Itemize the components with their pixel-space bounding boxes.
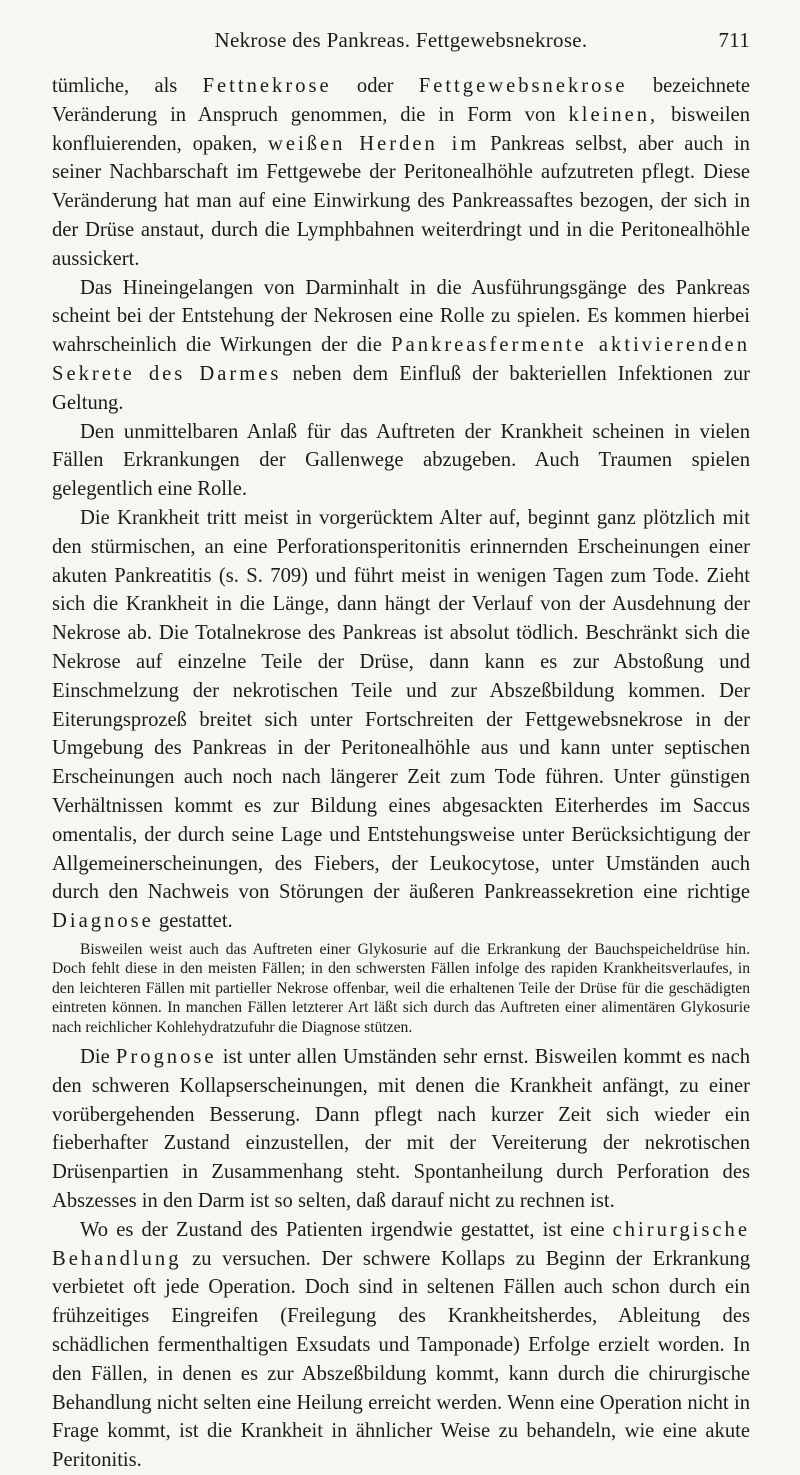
page-number: 711 — [718, 28, 750, 52]
small-print-note — [52, 940, 750, 1037]
paragraph-fettnekrose — [52, 72, 750, 274]
paragraph-prognose — [52, 1043, 750, 1216]
paragraph-verlauf — [52, 504, 750, 936]
spaced-term: Prognose — [115, 1045, 217, 1068]
text-run: Pankreas selbst, aber auch in seiner Nachbarschaft im Fettgewebe der Peritonealhöhle aufzutreten pflegt. Diese Veränderung hat man auf eine Einwirkung des Pankreassaftes bezogen, der sich in der Drüse anstaut, durch die Lymphbahnen weiterdringt und in die Peritonealhöhle aussickert. — [52, 132, 750, 270]
text-run: zu versuchen. Der schwere Kollaps zu Beginn der Erkrankung verbietet oft jede Operation. Doch sind in seltenen Fällen auch schon durch ein frühzeitiges Eingreifen (Freilegung des Krankheitsherdes, Ableitung des schädlichen fermenthaltigen Exsudats und Tamponade) Erfolge erzielt worden. In den Fällen, in denen es zur Abszeßbildung kommt, kann durch die chirurgische Behandlung nicht selten eine Heilung erreicht werden. Wenn eine Operation nicht in Frage kommt, ist die Krankheit in ähnlicher Weise zu behandeln, wie eine akute Peritonitis. — [52, 1247, 750, 1472]
spaced-term: kleinen, — [568, 103, 659, 126]
spaced-term: chirurgische Behandlung — [52, 1218, 750, 1270]
text-run: ist unter allen Umständen sehr ernst. Bisweilen kommt es nach den schweren Kollapserscheinungen, mit denen die Krankheit anfängt, zu einer vorübergehenden Besserung. Dann pflegt nach kurzer Zeit sich wieder ein fieberhafter Zustand einzustellen, der mit der Vereiterung der nekrotischen Drüsenpartien in Zusammenhang steht. Spontanheilung durch Perforation des Abszesses in den Darm ist so selten, daß darauf nicht zu rechnen ist. — [52, 1045, 751, 1212]
text-run: Die — [80, 1045, 116, 1068]
text-run: gestattet. — [153, 910, 233, 933]
paragraph-anlass: Den unmittelbaren Anlaß für das Auftreten der Krankheit scheinen in vielen Fällen Erkrankungen der Gallenwege abzugeben. Auch Traumen spielen gelegentlich eine Rolle. — [52, 420, 750, 501]
paragraph-glykosurie: Bisweilen weist auch das Auftreten einer Glykosurie auf die Erkrankung der Bauchspeicheldrüse hin. Doch fehlt diese in den meisten Fällen; in den schwersten Fällen infolge des rapiden Krankheitsverlaufes, in den leichteren Fällen mit partieller Nekrose offenbar, weil die erhaltenen Teile der Drüse für die geschädigten eintreten können. In manchen Fällen letzterer Art läßt sich durch das Auftreten einer alimentären Glykosurie nach reichlicher Kohlehydratzufuhr die Diagnose stützen. — [52, 940, 750, 1036]
paragraph-behandlung — [52, 1216, 750, 1475]
main-text — [52, 72, 750, 936]
page-header — [52, 0, 750, 72]
text-run: Das Hineingelangen von Darminhalt in die Ausführungsgänge des Pankreas scheint bei der Entstehung der Nekrosen eine Rolle zu spielen. Es kommen hierbei wahrscheinlich die Wirkungen der die — [52, 276, 750, 357]
spaced-term: weißen Herden im — [267, 132, 480, 155]
text-run: Wo es der Zustand des Patienten irgendwie gestattet, ist eine — [80, 1218, 613, 1241]
main-text-continued — [52, 1043, 750, 1475]
spaced-term: Diagnose — [52, 910, 154, 933]
text-run: neben dem Einfluß der bakteriellen Infektionen zur Geltung. — [52, 362, 750, 414]
text-run: Die Krankheit tritt meist in vorgerücktem Alter auf, beginnt ganz plötzlich mit den stürmischen, an eine Perforationsperitonitis erinnernden Erscheinungen einer akuten Pankreatitis (s. S. 709) und führt meist in wenigen Tagen zum Tode. Zieht sich die Krankheit in die Länge, dann hängt der Verlauf von der Ausdehnung der Nekrose ab. Die Totalnekrose des Pankreas ist absolut tödlich. Beschränkt sich die Nekrose auf einzelne Teile der Drüse, dann kann es zur Abstoßung und Einschmelzung der nekrotischen Teile und zur Abszeßbildung kommen. Der Eiterungsprozeß breitet sich unter Fortschreiten der Fettgewebsnekrose in der Umgebung des Pankreas in der Peritonealhöhle aus und kann unter septischen Erscheinungen auch noch nach längerer Zeit zum Tode führen. Unter günstigen Verhältnissen kommt es zur Bildung eines abgesackten Eiterherdes im Saccus omentalis, der durch seine Lage und Entstehungsweise unter Berücksichtigung der Allgemeinerscheinungen, des Fiebers, der Leukocytose, unter Umständen auch durch den Nachweis von Störungen der äußeren Pankreassekretion eine richtige — [52, 506, 750, 904]
text-run: oder — [331, 75, 419, 97]
spaced-term: Fettgewebsnekrose — [418, 75, 628, 97]
text-run: bisweilen konfluierenden, opaken, — [52, 103, 750, 155]
text-run: bezeichnete Veränderung in Anspruch genommen, die in Form von — [52, 75, 750, 126]
spaced-term: Fettnekrose — [202, 75, 332, 97]
paragraph-darminhalt — [52, 274, 750, 418]
spaced-term: Pankreasfermente aktivierenden Sekrete des Darmes — [52, 334, 750, 385]
running-title: Nekrose des Pankreas. Fettgewebsnekrose. — [214, 28, 588, 52]
text-run: tümliche, als — [52, 75, 203, 97]
